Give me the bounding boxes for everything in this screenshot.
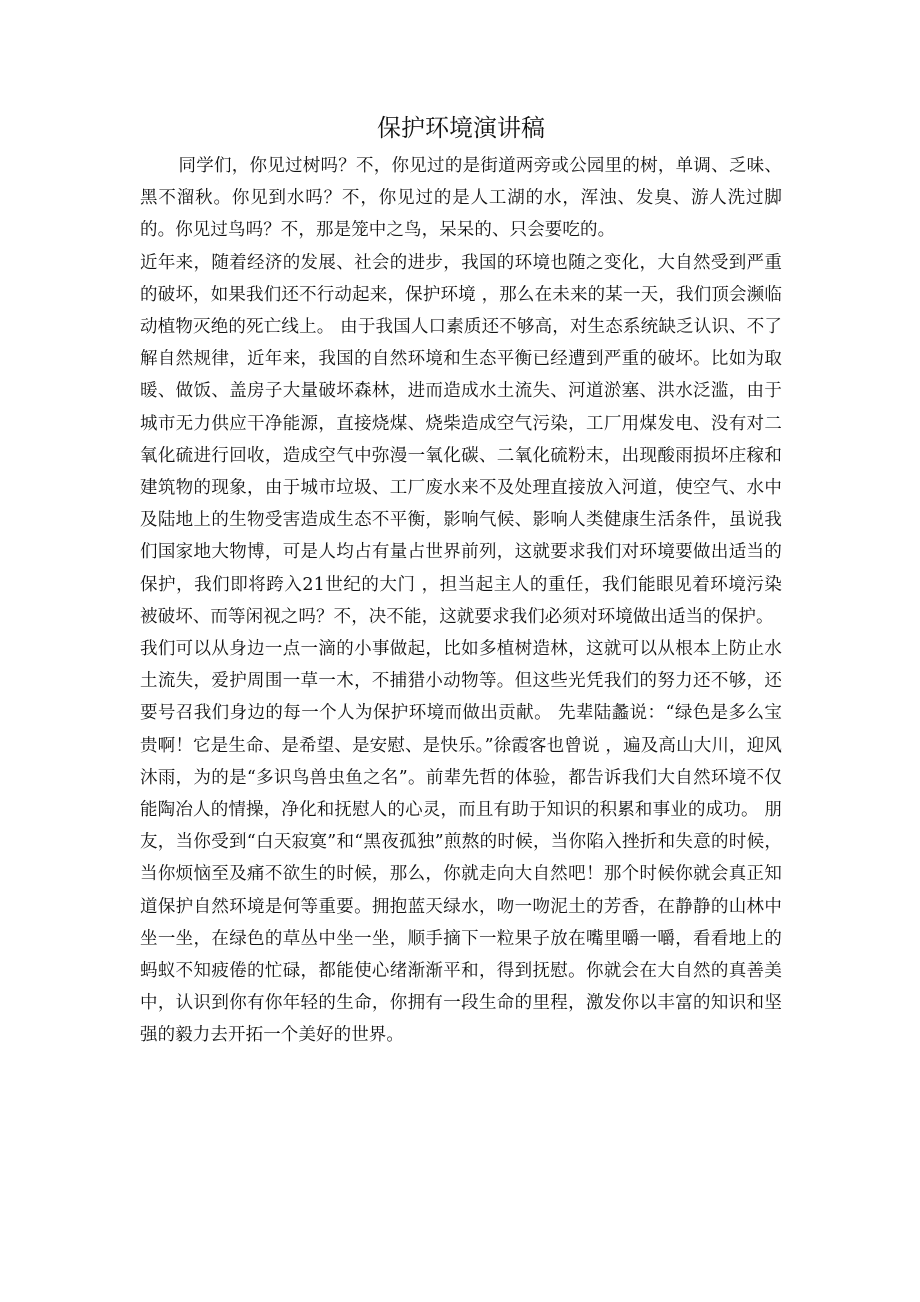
document-title: 保护环境演讲稿 xyxy=(377,114,545,142)
paragraph-environment-damage: 近年来，随着经济的发展、社会的进步，我国的环境也随之变化，大自然受到严重的破坏，如果我们还不行动起来，保护环境 ，那么在未来的某一天，我们顶会濒临动植物灭绝的死亡线上。 由于我国人口素质还不够高，对生态系统缺乏认识、不了解自然规律，近年来，我国的自然环境和生态平衡已经遭到严重的破坏。比如为取暖、做饭、盖房子大量破坏森林，进而造成水土流失、河道淤塞、洪水泛滥，由于城市无力供应干净能源，直接烧煤、烧柴造成空气污染，工厂用煤发电、没有对二氧化硫进行回收，造成空气中弥漫一氧化碳、二氧化硫粉末，出现酸雨损坏庄稼和建筑物的现象，由于城市垃圾、工厂废水来不及处理直接放入河道，使空气、水中及陆地上的生物受害造成生态不平衡，影响气候、影响人类健康生活条件，虽说我们国家地大物博，可是人均占有量占世界前列，这就要求我们对环境要做出适当的保护，我们即将跨入21世纪的大门 ，担当起主人的重任，我们能眼见着环境污染被破坏、而等闲视之吗？不，决不能，这就要求我们必须对环境做出适当的保护。 xyxy=(140,252,782,627)
document-body xyxy=(140,150,782,1052)
paragraph-intro: 同学们，你见过树吗？不，你见过的是街道两旁或公园里的树，单调、乏味、黑不溜秋。你见到水吗？不，你见过的是人工湖的水，浑浊、发臭、游人洗过脚的。你见过鸟吗？不，那是笼中之鸟，呆呆的、只会要吃的。 xyxy=(140,156,782,241)
paragraph-call-to-action: 我们可以从身边一点一滴的小事做起，比如多植树造林，这就可以从根本上防止水土流失，爱护周围一草一木，不捕猎小动物等。但这些光凭我们的努力还不够，还要号召我们身边的每一个人为保护环境而做出贡献。 先辈陆蠡说：“绿色是多么宝贵啊！它是生命、是希望、是安慰、是快乐。”徐霞客也曾说 ，遍及高山大川，迎风沐雨，为的是“多识鸟兽虫鱼之名”。前辈先哲的体验，都告诉我们大自然环境不仅能陶冶人的情操，净化和抚慰人的心灵，而且有助于知识的积累和事业的成功。 朋友，当你受到“白天寂寞”和“黑夜孤独”煎熬的时候，当你陷入挫折和失意的时候，当你烦恼至及痛不欲生的时候，那么，你就走向大自然吧！那个时候你就会真正知道保护自然环境是何等重要。拥抱蓝天绿水，吻一吻泥土的芳香，在静静的山林中坐一坐，在绿色的草丛中坐一坐，顺手摘下一粒果子放在嘴里嚼一嚼，看看地上的蚂蚁不知疲倦的忙碌，都能使心绪渐渐平和，得到抚慰。你就会在大自然的真善美中，认识到你有你年轻的生命，你拥有一段生命的里程，激发你以丰富的知识和坚强的毅力去开拓一个美好的世界。 xyxy=(140,639,782,1046)
